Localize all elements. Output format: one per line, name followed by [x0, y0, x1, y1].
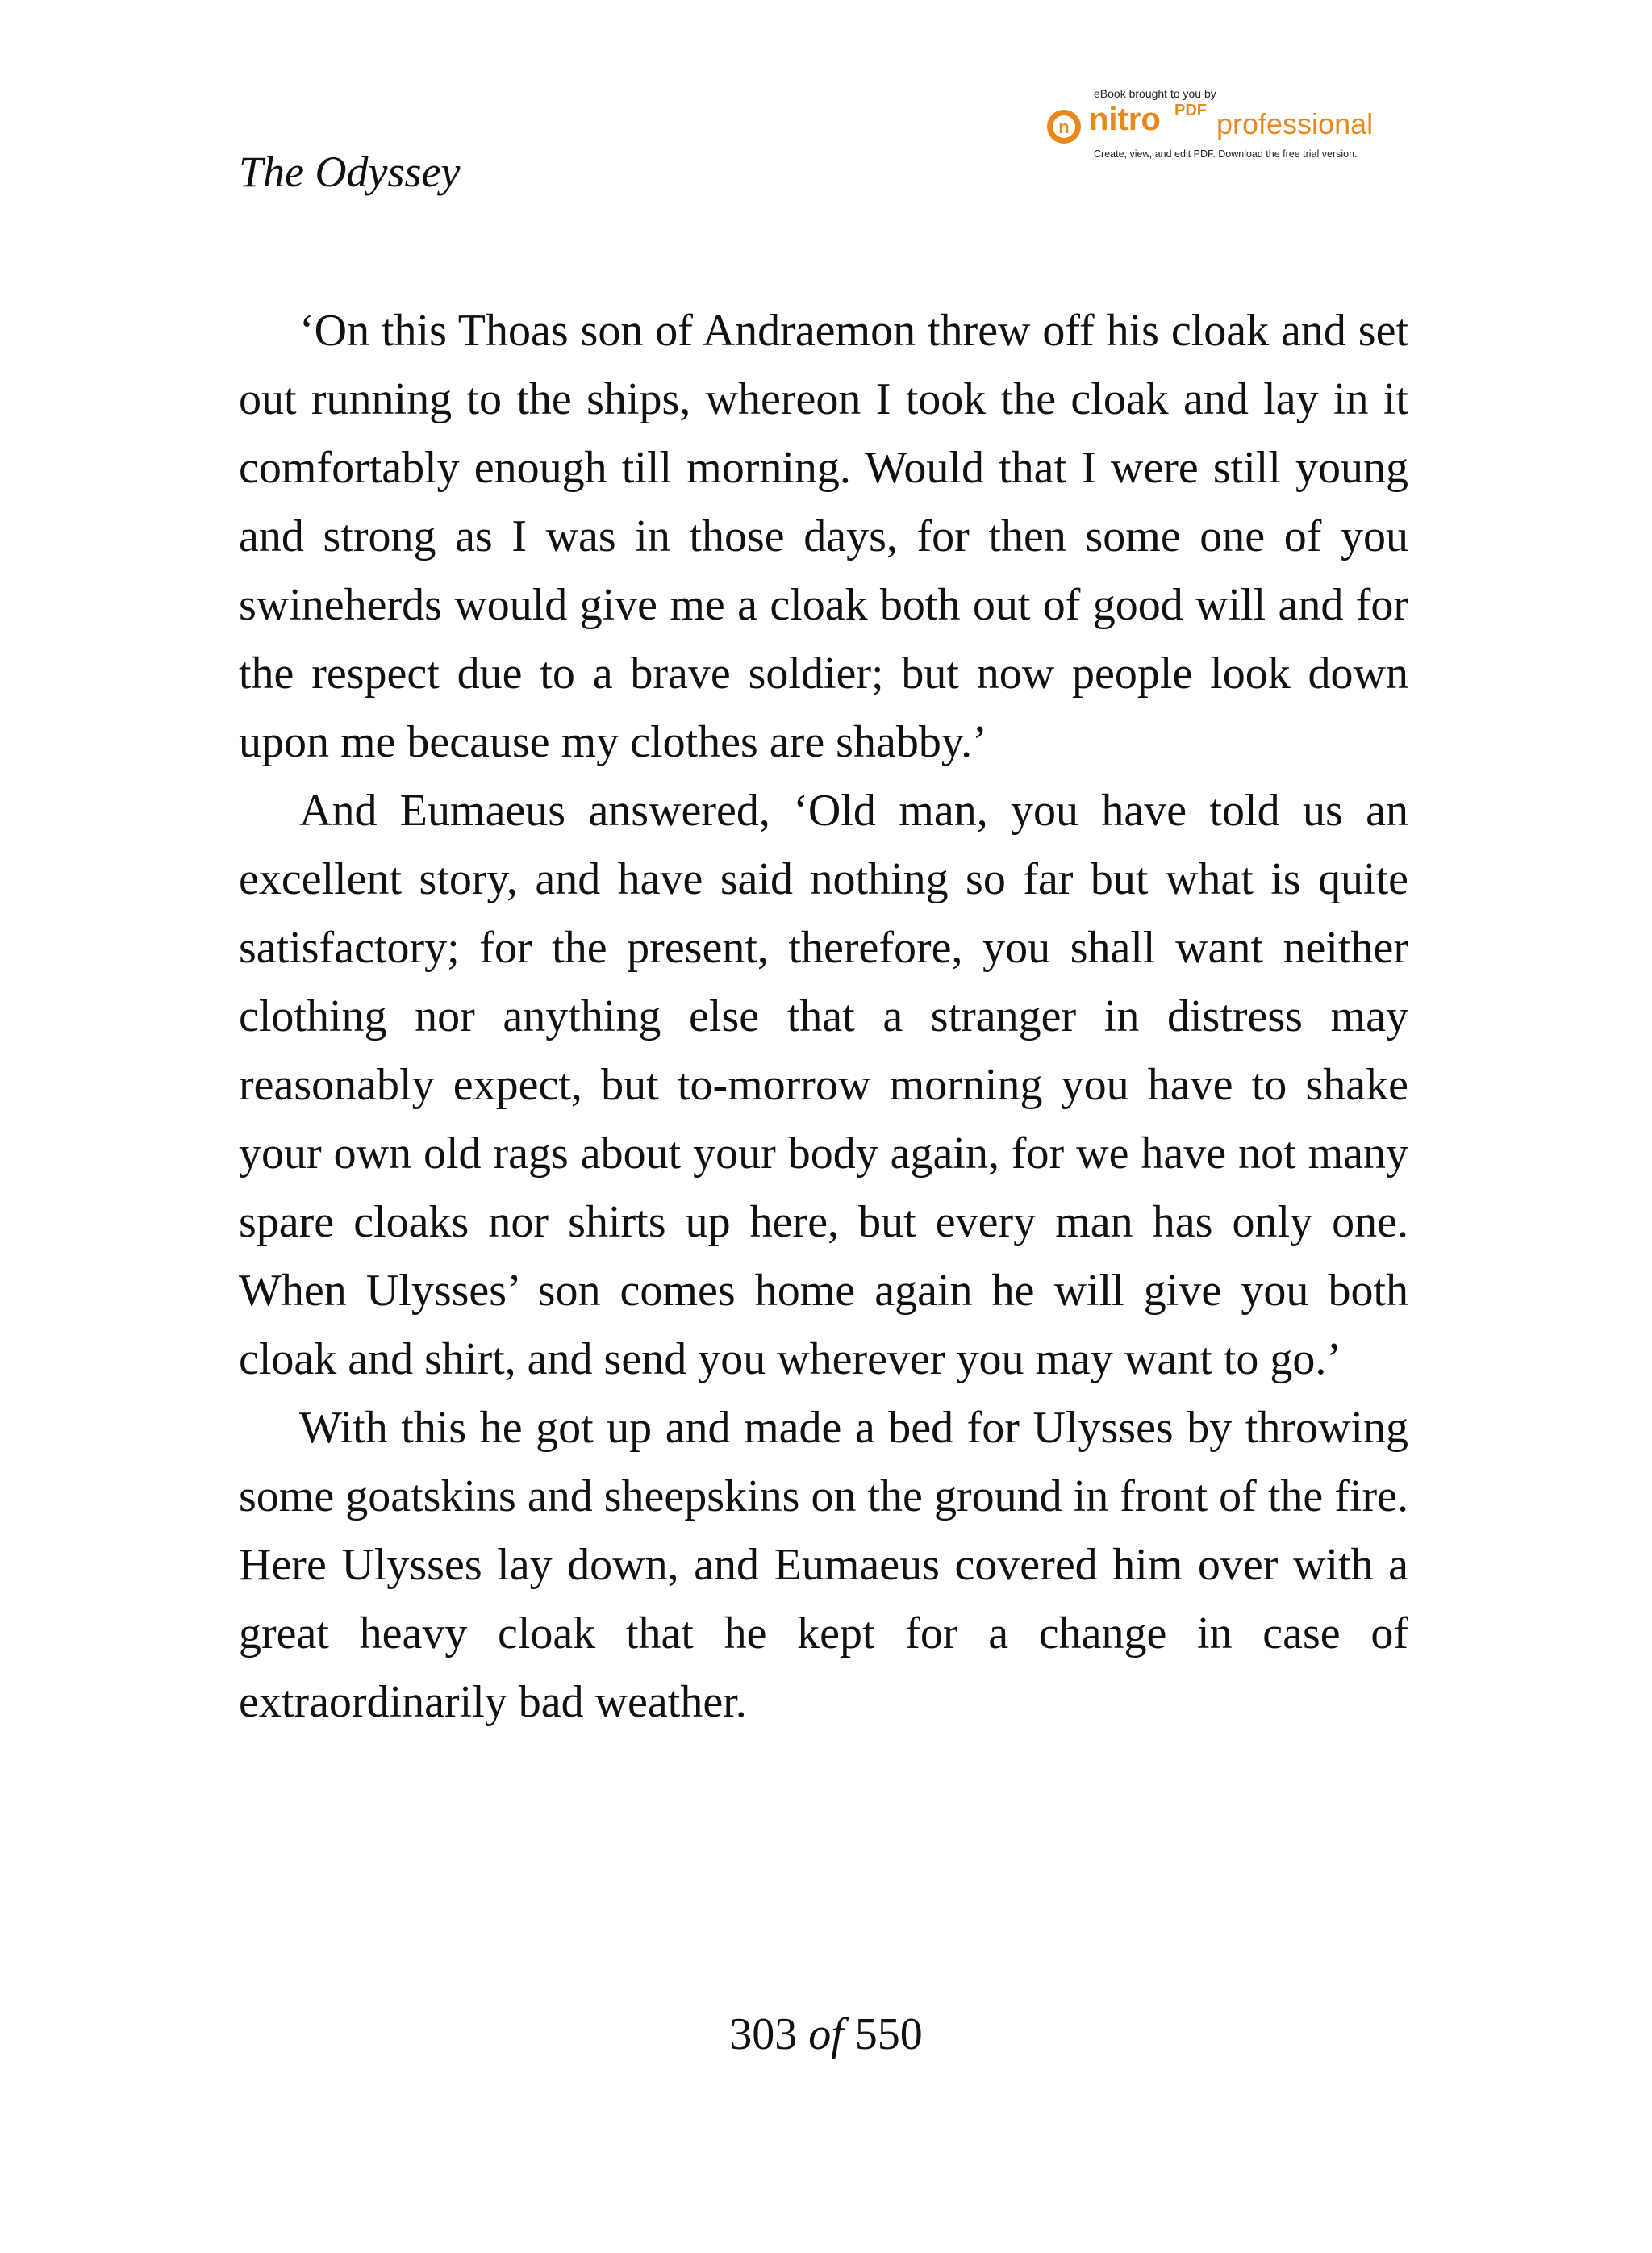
badge-brand-superscript: PDF — [1174, 102, 1207, 119]
badge-top-line: eBook brought to you by — [1094, 87, 1216, 100]
badge-brand: nitro — [1089, 102, 1161, 137]
nitro-pdf-badge[interactable] — [1045, 84, 1416, 165]
page-of: of — [808, 2009, 844, 2059]
nitro-logo-icon — [1045, 108, 1083, 145]
paragraph: With this he got up and made a bed for Ulysses by throwing some goatskins and sheepskins on the ground in front of the fire. Here Ulysses lay down, and Eumaeus covered him over with a great heavy cloak that he kept for a change in case of extraordinarily bad weather. — [239, 1403, 1408, 1727]
paragraph: ‘On this Thoas son of Andraemon threw off his cloak and set out running to the ships, whereon I took the cloak and lay in it comfortably enough till morning. Would that I were still young and strong as I was in those days, for then some one of you swineherds would give me a cloak both out of good will and for the respect due to a brave soldier; but now people look down upon me because my clothes are shabby.’ — [239, 306, 1408, 767]
paragraph: And Eumaeus answered, ‘Old man, you have told us an excellent story, and have said nothing so far but what is quite satisfactory; for the present, therefore, you shall want neither clothing nor anything else that a stranger in distress may reasonably expect, but to-morrow morning you have to shake your own old rags about your body again, for we have not many spare cloaks nor shirts up here, but every man has only one. When Ulysses’ son comes home again he will give you both cloak and shirt, and send you wherever you may want to go.’ — [239, 786, 1408, 1384]
body-text — [239, 297, 1408, 1737]
svg-text:n: n — [1058, 117, 1070, 137]
page-total: 550 — [854, 2009, 923, 2059]
page-current: 303 — [729, 2009, 798, 2059]
badge-tagline: Create, view, and edit PDF. Download the free trial version. — [1094, 148, 1358, 160]
page-number — [0, 2009, 1652, 2059]
running-title: The Odyssey — [239, 148, 461, 196]
badge-product-name: professional — [1216, 107, 1374, 140]
